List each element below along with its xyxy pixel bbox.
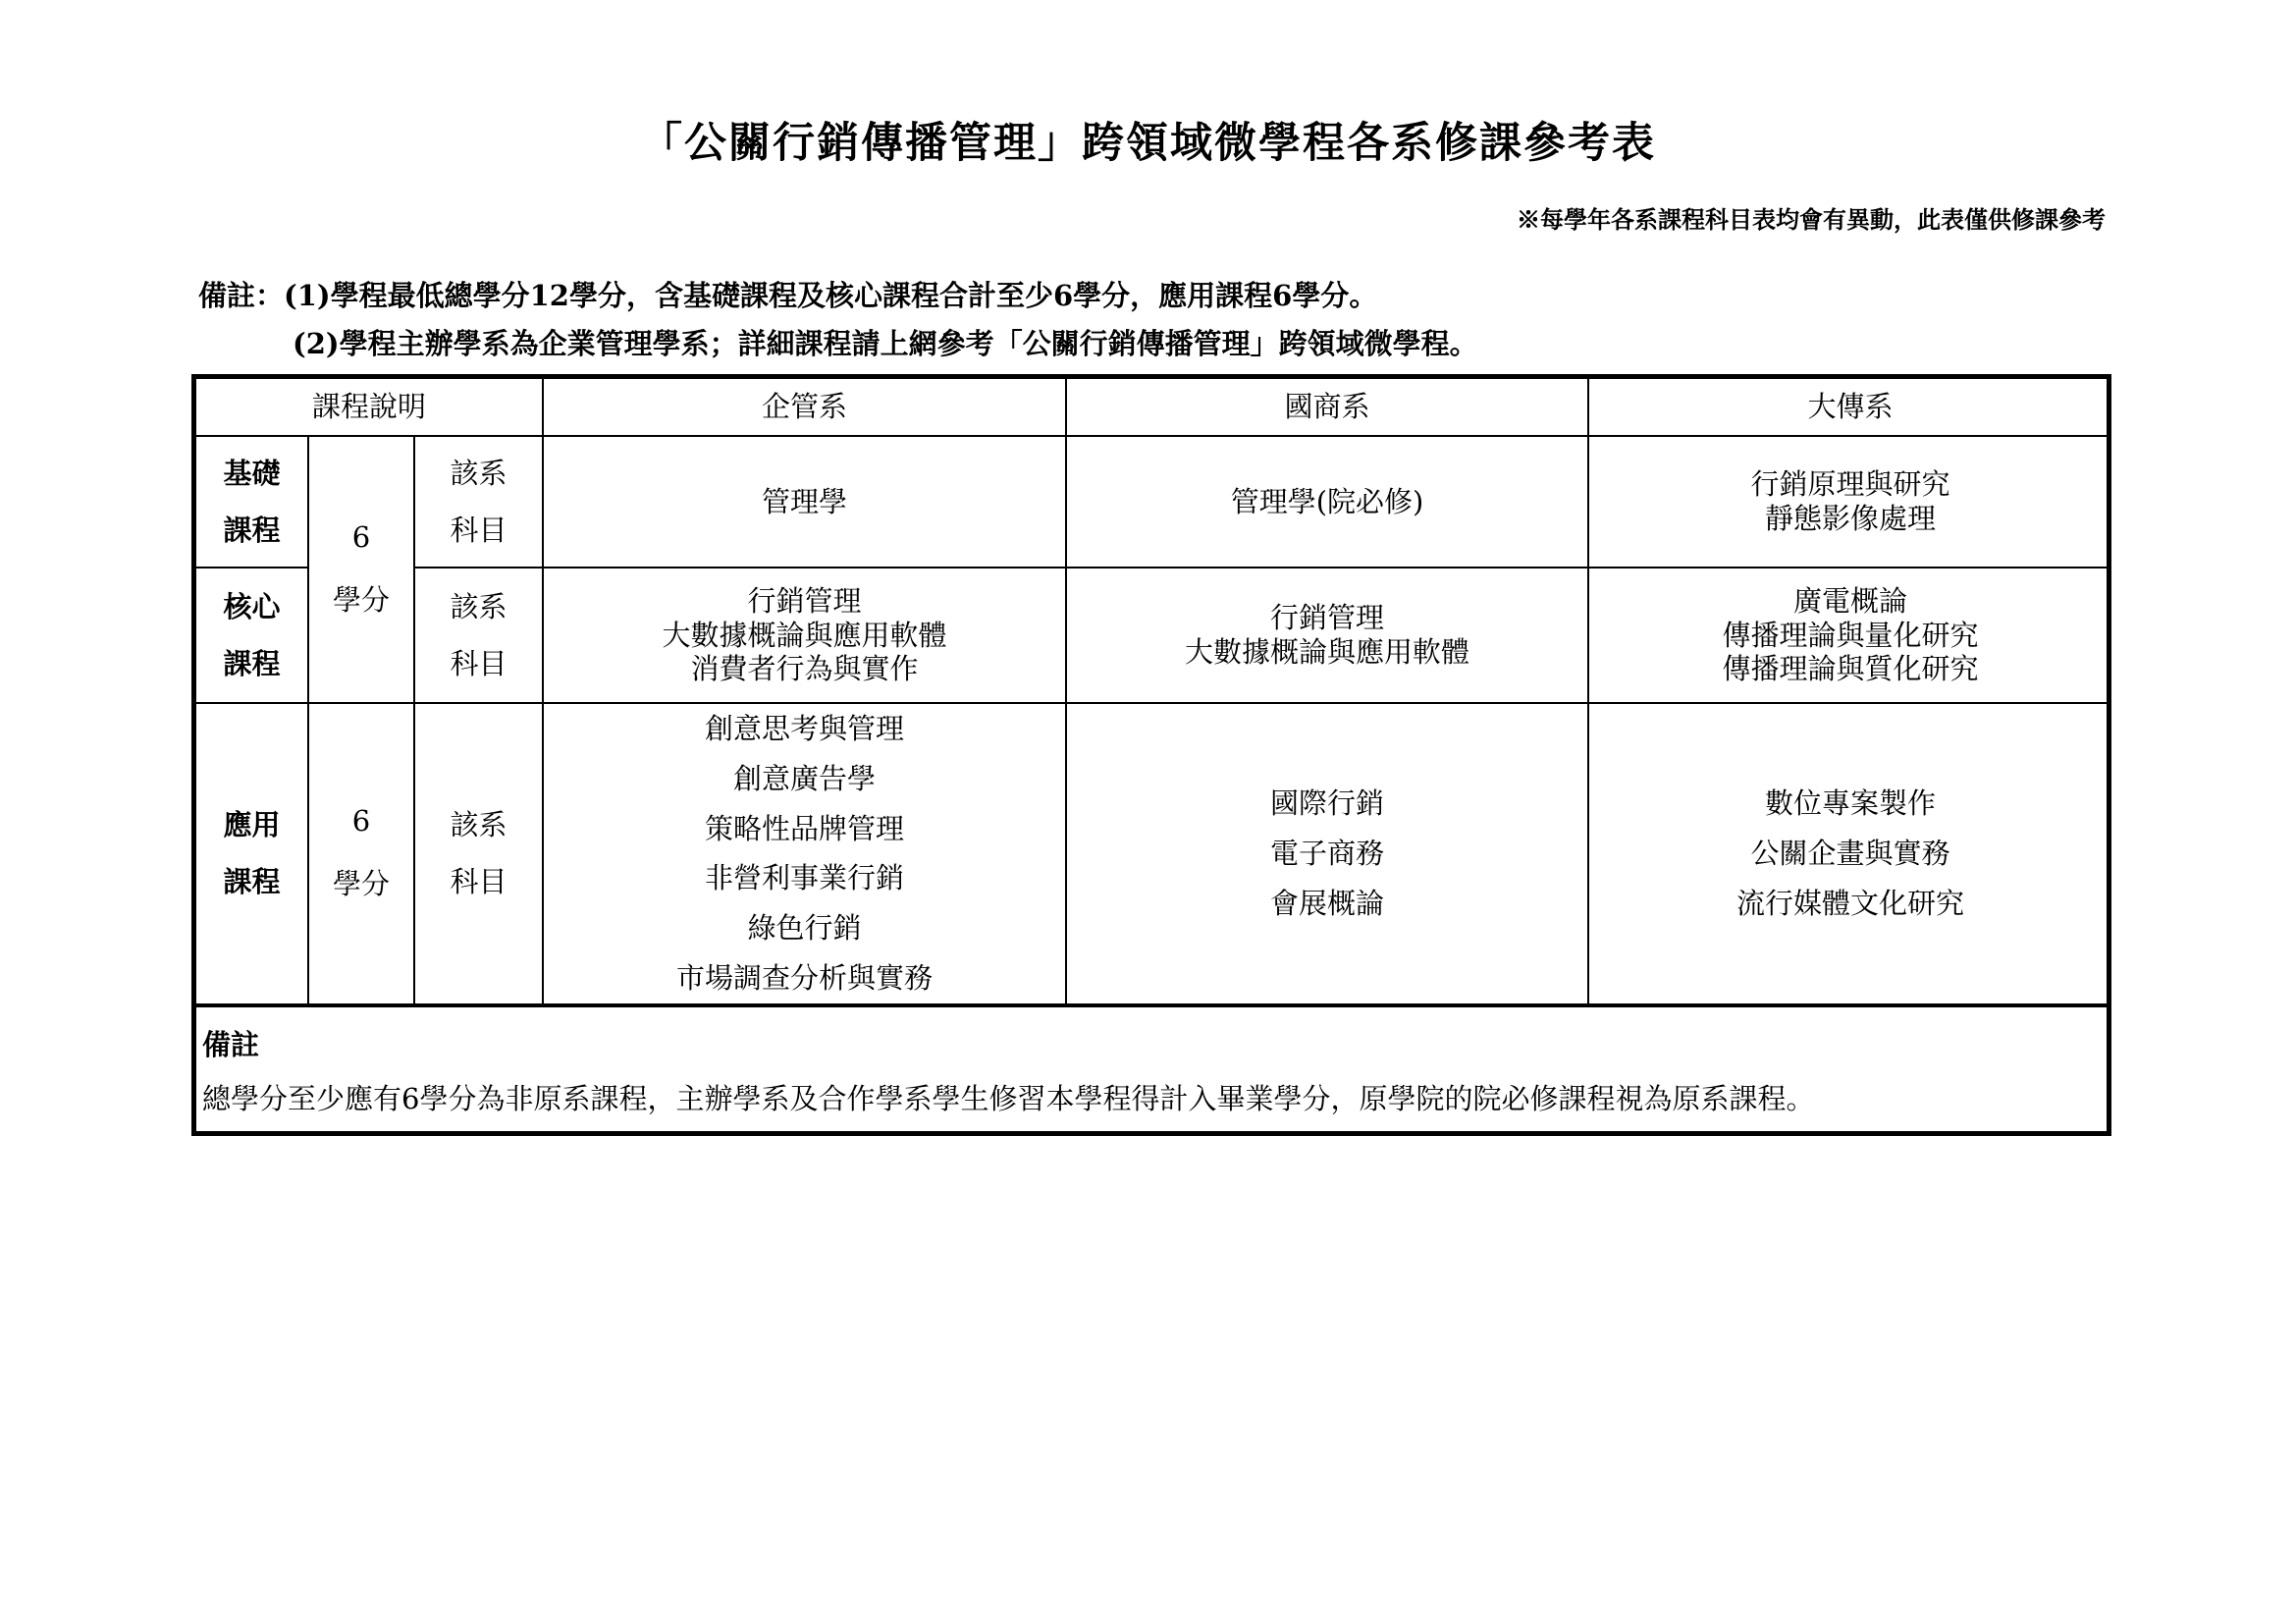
applied-dept-label: 該系 科目 [414, 703, 543, 1004]
applied-credits [308, 703, 414, 1004]
course-item: 大數據概論與應用軟體 [1185, 635, 1470, 669]
course-item: 綠色行銷 [747, 911, 862, 945]
course-item: 數位專案製作 [1765, 786, 1937, 821]
credits-unit: 學分 [332, 867, 390, 901]
course-item: 市場調查分析與實務 [676, 960, 934, 995]
course-item: 國際行銷 [1270, 786, 1385, 821]
table-footer-remarks [196, 1005, 2107, 1117]
course-item: 傳播理論與質化研究 [1722, 652, 1979, 686]
header-description: 課程說明 [196, 379, 543, 436]
category-label: 核心 [223, 590, 281, 623]
page-title: 「公關行銷傳播管理」跨領域微學程各系修課參考表 [640, 119, 1656, 168]
note-line-2: (2)學程主辦學系為企業管理學系；詳細課程請上網參考「公關行銷傳播管理」跨領域微學程。 [293, 327, 1478, 360]
course-item: 消費者行為與實作 [690, 652, 919, 686]
footer-label: 備註 [202, 1027, 260, 1061]
category-label: 課程 [223, 514, 281, 547]
course-item: 創意廣告學 [733, 761, 877, 795]
course-item: 策略性品牌管理 [705, 811, 905, 845]
core-courses-ib [1066, 568, 1588, 703]
course-item: 大數據概論與應用軟體 [662, 618, 947, 652]
note-line-1: 備註：(1)學程最低總學分12學分，含基礎課程及核心課程合計至少6學分，應用課程6學分。 [198, 279, 1378, 312]
footer-text: 總學分至少應有6學分為非原系課程，主辦學系及合作學系學生修習本學程得計入畢業學分，原學院的院必修課程視為原系課程。 [202, 1081, 1815, 1115]
applied-courses-mc [1588, 703, 2111, 1004]
course-item: 管理學(院必修) [1230, 484, 1424, 518]
basic-courses-ib [1066, 436, 1588, 568]
category-label: 課程 [223, 865, 281, 899]
course-item: 廣電概論 [1793, 583, 1908, 618]
basic-course-row [196, 436, 2111, 568]
basic-courses-ba [543, 436, 1066, 568]
basic-category [196, 436, 308, 568]
core-category [196, 568, 308, 703]
course-item: 電子商務 [1270, 836, 1385, 870]
basic-core-credits [308, 436, 414, 703]
core-dept-label: 該系 科目 [414, 568, 543, 703]
basic-courses-mc [1588, 436, 2111, 568]
category-label: 應用 [223, 808, 281, 842]
course-item: 流行媒體文化研究 [1736, 886, 1965, 920]
course-item: 傳播理論與量化研究 [1722, 618, 1979, 652]
core-course-row [196, 568, 2111, 703]
course-item: 行銷管理 [1270, 601, 1385, 635]
credits-unit: 學分 [332, 583, 390, 617]
table-header-row [196, 379, 2111, 436]
course-reference-sheet [191, 374, 2111, 1136]
core-courses-mc [1588, 568, 2111, 703]
course-item: 會展概論 [1270, 886, 1385, 920]
header-dept-ib: 國商系 [1066, 379, 1588, 436]
course-item: 公關企畫與實務 [1750, 836, 1950, 870]
core-courses-ba [543, 568, 1066, 703]
header-dept-ba: 企管系 [543, 379, 1066, 436]
applied-course-row [196, 703, 2111, 1004]
applied-category [196, 703, 308, 1004]
course-item: 靜態影像處理 [1765, 502, 1937, 535]
course-item: 行銷管理 [747, 583, 862, 618]
applied-courses-ib [1066, 703, 1588, 1004]
applied-courses-ba [543, 703, 1066, 1004]
category-label: 基礎 [223, 457, 281, 490]
credits-number: 6 [351, 804, 371, 839]
credits-number: 6 [351, 520, 371, 555]
basic-dept-label: 該系 科目 [414, 436, 543, 568]
course-item: 行銷原理與研究 [1750, 467, 1950, 502]
course-item: 管理學 [762, 484, 848, 518]
category-label: 課程 [223, 647, 281, 680]
disclaimer-note: ※每學年各系課程科目表均會有異動，此表僅供修課參考 [1517, 205, 2106, 234]
course-item: 非營利事業行銷 [705, 861, 905, 895]
course-item: 創意思考與管理 [705, 712, 905, 745]
header-dept-mc: 大傳系 [1588, 379, 2111, 436]
course-table [196, 379, 2111, 1005]
